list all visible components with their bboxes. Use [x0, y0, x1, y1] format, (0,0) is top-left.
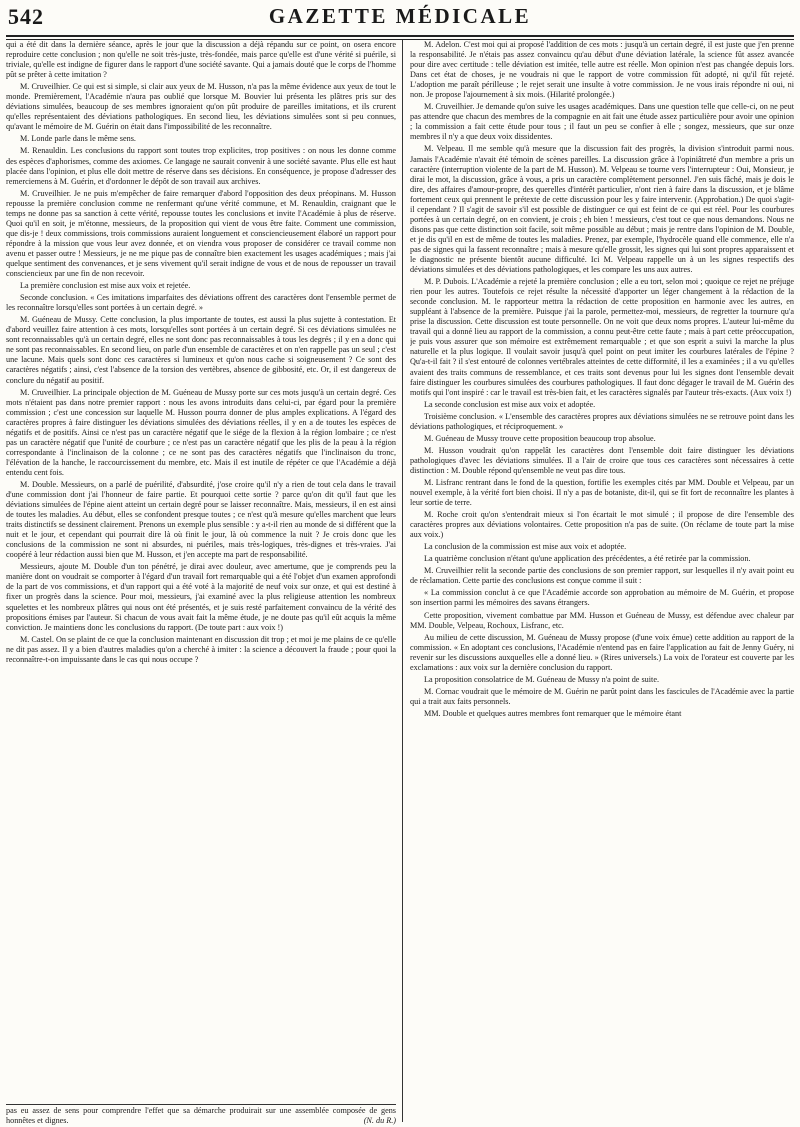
left-paragraph: M. Castel. On se plaint de ce que la conclusion maintenant en discussion dit trop ; et moi je me plains de ce qu'elle ne dit pas assez. Il y a bien d'autres maladies qu'on a cherché à imiter : la science a découvert la fraude ; pour quoi la reconnaître-t-on impuissante dans le cas qui nous occupe ? [6, 634, 396, 664]
footnote-signature: (N. du R.) [363, 1116, 396, 1125]
right-paragraph: M. Guéneau de Mussy trouve cette proposition beaucoup trop absolue. [424, 433, 656, 443]
left-paragraph: La première conclusion est mise aux voix et rejetée. [20, 281, 191, 291]
right-paragraph: La quatrième conclusion n'étant qu'une application des précédentes, a été retirée par la commission. [424, 554, 751, 564]
page-header [6, 4, 794, 34]
left-paragraph: M. Double. Messieurs, on a parlé de puérilité, d'absurdité, j'ose croire qu'il n'y a rien de tout cela dans le travail d'une commission dont j'ai l'honneur de faire partie. Et pourquoi cette sortie ? parce qu'on dit qu'il faut que les déviations simulées de l'épine aient atteint un certain degré pour se laisser reconnaître. Mais, messieurs, il en est ainsi de toutes les maladies. Au début, elles se confondent presque toutes ; ce n'est qu'à mesure qu'elles marchent que leurs traits distinctifs se dessinent clairement. Prenons un exemple plus sensible : y a-t-il rien au monde de si différent que la nuit et le jour, et cependant qui pourrait dire là où finit le jour, là où commence la nuit ? Je crois donc que les conclusions de la commission ne sont ni absurdes, ni puériles, mais très-logiques, très-dignes et très-vraies. J'ai coopéré à leur rédaction aussi bien que M. Husson, et j'en accepte ma part de responsabilité. [6, 479, 396, 560]
right-paragraph: M. P. Dubois. L'Académie a rejeté la première conclusion ; elle a eu tort, selon moi ; quoique ce rejet ne préjuge rien pour les autres. Toutefois ce rejet résulte la nécessité d'apporter un léger changement à la rédaction de la seconde conclusion. M. le rapporteur mettra la rédaction de cette proposition en harmonie avec les autres, en suppléant à l'absence de la première. Puisque j'ai la parole, permettez-moi, messieurs, de regretter la tournure qu'a prise la discussion. Cette discussion est toute personnelle. On ne voit que deux noms propres. L'auteur lui-même du travail qui a donné lieu au rapport de la commission, a connu peut-être cette faute ; mais à part cette préoccupation, je puis vous assurer que son mémoire est extrêmement remarquable ; et que son esprit a suivi la marche la plus naturelle et la plus logique. Il voulait savoir jusqu'à quel point on peut imiter les courbures latérales de l'épine ? Qu'a-t-il fait ? il s'est entouré de colonnes vertébrales atteintes de cette difformité, il les a examinées ; il a vu qu'elles avaient des traits communs de ressemblance, et ces traits sont devenus pour lui les signes dont l'ensemble devait faire distinguer les courbures simulées des courbures pathologiques. Il faut donc dégager le travail de M. Guérin des motifs qui l'ont inspiré : car le travail est très-bien fait, et les caractères signalés par l'auteur très-exacts. (Aux voix !) [410, 277, 794, 397]
footnote [6, 1106, 396, 1126]
left-column [6, 40, 396, 1100]
running-title: GAZETTE MÉDICALE [268, 4, 532, 28]
right-paragraph: M. Adelon. C'est moi qui ai proposé l'addition de ces mots : jusqu'à un certain degré, il est juste que j'en prenne la responsabilité. Je n'étais pas assez convaincu qu'au début d'une déviation latérale, la science fût assez avancée pour dire avec certitude : telle déviation est imitée, telle autre est réelle. Mon opinion n'est pas changée depuis lors. Dans cet état de choses, je ne voudrais ni que le rapport de votre commission fût adopté, ni qu'il fût rejeté. L'adoption me paraît périlleuse ; le rejet serait une insulte à votre commission. Je ne vous irais répondre ni oui, ni non. Je propose l'ajournement à six mois. (Hilarité prolongée.) [410, 40, 794, 100]
left-paragraph: M. Cruveilhier. La principale objection de M. Guéneau de Mussy porte sur ces mots jusqu'à un certain degré. Ces mots n'étaient pas dans notre premier rapport : nous les avons introduits dans celui-ci, par égard pour la première commission ; c'est une concession sur laquelle M. Husson pourra donner de plus amples explications. A l'égard des caractères propres à faire distinguer les déviations simulées des déviations réelles, il y en a de toutes les espèces de négatifs et de positifs. Ainsi ce n'est pas un caractère négatif que le siége de la flexion à la région lombaire ; ce n'est pas un caractère négatif que l'unité de courbure ; ce n'est pas un caractère négatif que les plis de la peau à la région correspondante à l'inclinaison de la colonne ; ce ne sont pas des caractères négatifs que l'inclinaison du tronc, l'élévation de la hanche, le raccourcissement du membre, etc. Mais il est inutile de répéter ce que l'Académie a déjà entendu cent fois. [6, 387, 396, 477]
left-paragraph: M. Renauldin. Les conclusions du rapport sont toutes trop explicites, trop positives : on nous les donne comme des espèces d'aphorismes, comme des axiomes. Ce langage ne saurait convenir à une société savante. Plus elle est haut placée dans l'opinion, et plus elle doit mettre de réserve dans ses décisions. En conséquence, je propose d'adresser des remerciemens à M. Guérin, et d'ordonner le dépôt de son travail aux archives. [6, 146, 396, 186]
left-paragraph: M. Cruveilhier. Ce qui est si simple, si clair aux yeux de M. Husson, n'a pas la même évidence aux yeux de tout le monde. Premièrement, l'Académie n'aura pas oublié que lorsque M. Bouvier lui présenta les plâtres pris sur des déviations simulées, beaucoup de ses membres ignoraient qu'on pût produire de pareilles imitations, et ils crurent qu'elles représentaient des déviations pathologiques. En second lieu, les déviations simulées sont si peu connues, qu'avant le mémoire de M. Guérin on était dans l'impossibilité de les reconnaître. [6, 82, 396, 132]
right-paragraph: M. Lisfranc rentrant dans le fond de la question, fortifie les exemples cités par MM. Double et Velpeau, par un nouvel exemple, à la vérité fort bien choisi. Il n'y a pas de botaniste, dit-il, qui se fit fort de reconnaître les plantes à leur sortie de terre. [410, 477, 794, 508]
right-paragraph: La proposition consolatrice de M. Guéneau de Mussy n'a point de suite. [424, 674, 659, 684]
right-paragraph: M. Cruveilhier. Je demande qu'on suive les usages académiques. Dans une question telle que celle-ci, on ne peut pas attendre que chacun des membres de la compagnie en ait fait une étude assez particulière pour avoir une opinion ; la commission a fait cette étude pour tous ; il faut un peu se confier à elle ; songez, messieurs, que sur onze membres il n'y a que deux voix dissidentes. [410, 102, 794, 142]
footnote-text: pas eu assez de sens pour comprendre l'effet que sa démarche produirait sur une assemblée composée de gens honnêtes et dignes. [6, 1106, 396, 1125]
right-paragraph: MM. Double et quelques autres membres font remarquer que le mémoire étant [424, 708, 682, 718]
right-paragraph: « La commission conclut à ce que l'Académie accorde son approbation au mémoire de M. Guérin, et propose son insertion parmi les mémoires des savans étrangers. [410, 588, 794, 608]
left-paragraph: Messieurs, ajoute M. Double d'un ton pénétré, je dirai avec douleur, avec amertume, que je comprends peu la manière dont on voudrait se comporter à l'égard d'un travail fort remarquable qui a été l'objet d'un examen approfondi de la part de vos commissions, et d'un rapport qui a été voté à la majorité de neuf voix sur onze, et qui est destiné à fixer un progrès dans la science. Pour moi, messieurs, j'ai examiné avec la plus religieuse attention les nombreux squelettes et les nombreux plâtres qui nous ont été présentés, et je suis resté parfaitement convaincu de la vérité des propositions émises par l'auteur. Si chacun de vous avait fait la même étude, je ne doute pas qu'il eût acquis la même conviction. Je maintiens donc les conclusions du rapport. (De toute part : aux voix !) [6, 562, 396, 632]
right-paragraph: M. Cornac voudrait que le mémoire de M. Guérin ne parût point dans les fascicules de l'Académie avec la partie qui a trait aux faits personnels. [410, 686, 794, 706]
left-paragraph: qui a été dit dans la dernière séance, après le jour que la discussion a déjà répandu sur ce point, on osera encore reproduire cette conclusion ; non qu'elle ne soit très-juste, très-fondée, mais parce qu'elle est d'une vérité si puérile, si triviale, qu'elle est indigne de figurer dans le rapport d'une société savante. Qui a jamais douté que le corps de l'homme pût se prêter à cette imitation ? [6, 40, 396, 80]
left-paragraph: M. Londe parle dans le même sens. [20, 134, 136, 144]
right-paragraph: Au milieu de cette discussion, M. Guéneau de Mussy propose (d'une voix émue) cette addition au rapport de la commission. « En adoptant ces conclusions, l'Académie n'entend pas en faire l'application au fait de Jenny Guéry, ni revenir sur les discussions auxquelles elle a donné lieu. » (Rires universels.) La voix de l'orateur est couverte par les exclamations : aux voix sur la dernière conclusion du rapport. [410, 632, 794, 672]
right-paragraph: La seconde conclusion est mise aux voix et adoptée. [424, 399, 596, 409]
column-divider [402, 40, 403, 1122]
right-paragraph: M. Roche croit qu'on s'entendrait mieux si l'on écartait le mot simulé ; il propose de dire l'ensemble des caractères propres aux déviations volontaires. Cette proposition n'a pas de suite. (On réclame de toute part la mise aux voix.) [410, 510, 794, 540]
right-paragraph: Troisième conclusion. « L'ensemble des caractères propres aux déviations simulées ne se retrouve point dans les déviations pathologiques, et réciproquement. » [410, 411, 794, 431]
page-number: 542 [8, 4, 44, 29]
right-paragraph: M. Velpeau. Il me semble qu'à mesure que la discussion fait des progrès, la division s'introduit parmi nous. Jamais l'Académie n'avait été témoin de scènes pareilles. La discussion grâce à l'opiniâtreté d'un membre a pris un caractère (interruption violente de la part de M. Husson). M. Velpeau se tourne vers l'interrupteur : Oui, Monsieur, je dirai le mot, la discussion, grâce à vous, a pris un caractère complètement personnel. J'en suis fâché, mais je dois le dire, des affaires d'amour-propre, des querelles d'intérêt particulier, n'ont rien à faire dans la discussion, et je blâme fortement ceux qui prennent le prétexte de cette discussion pour les y faire intervenir. (Approbation.) De quoi s'agit-il cependant ? Il s'agit de savoir s'il est possible de distinguer ce qui est feint de ce qui est réel. Pour les courbures portées à un certain degré, on en convient, je crois ; eh bien ! messieurs, c'est tout ce que nous demandons. Nous ne disons pas que cette distinction soit facile, soit même possible au début ; mais je rentre dans l'opinion de M. Double, et je dis qu'il en est de même de toutes les maladies. Prenez, par exemple, l'hydrocèle quand elle commence, elle n'a pas de signes qui la fassent reconnaître ; mais à mesure qu'elle grossit, les signes qui lui sont propres apparaissent et le diagnostic ne présente bientôt aucune difficulté. Ici M. Velpeau rappelle un à un les signes respectifs des déviations simulées et des déviations pathologiques, et les compare les uns aux autres. [410, 144, 794, 275]
right-paragraph: M. Cruveilhier relit la seconde partie des conclusions de son premier rapport, sur lesquelles il n'y avait point eu de réclamation. Cette partie des conclusions est conçue comme il suit : [410, 566, 794, 586]
footnote-rule [6, 1104, 396, 1105]
right-column [410, 40, 794, 1122]
left-paragraph: M. Guéneau de Mussy. Cette conclusion, la plus importante de toutes, est aussi la plus sujette à contestation. Et d'abord veuillez faire attention à ces mots, lorsqu'elles sont portées à un certain degré. Si ces déviations simulées ne sont reconnaissables qu'à un certain degré, elles ne sont donc pas reconnaissables à tous les degrés ; il y en a donc qui ne sont pas reconnaissables. En second lieu, on parle d'un ensemble de caractères et on n'en rappelle pas un seul ; c'est une lacune. Mais quels sont donc ces caractères si lumineux et qu'on nous cache si soigneusement ? Ce sont des caractères négatifs ; ainsi, c'est l'absence de la torsion des vertèbres, absence de gibbosité, etc. Or, il est dangereux de conclure du négatif au positif. [6, 315, 396, 385]
right-paragraph: M. Husson voudrait qu'on rappelât les caractères dont l'ensemble doit faire distinguer les déviations pathologiques d'avec les déviations simulées. Il a l'air de croire que tous ces caractères sont nécessaires à cette distinction : M. Double répond qu'ensemble ne veut pas dire tous. [410, 445, 794, 475]
right-paragraph: La conclusion de la commission est mise aux voix et adoptée. [424, 542, 627, 552]
left-paragraph: Seconde conclusion. « Ces imitations imparfaites des déviations offrent des caractères dont l'ensemble permet de les reconnaître lorsqu'elles sont portées à un certain degré. » [6, 293, 396, 313]
right-paragraph: Cette proposition, vivement combattue par MM. Husson et Guéneau de Mussy, est défendue avec chaleur par MM. Double, Velpeau, Rochoux, Lisfranc, etc. [410, 610, 794, 630]
left-paragraph: M. Cruveilhier. Je ne puis m'empêcher de faire remarquer d'abord l'opposition des deux préopinans. M. Husson repousse la première conclusion comme ne renfermant qu'une vérité commune, et M. Renauldin, craignant que le temps ne donne pas sa sanction à cette vérité, repousse toutes les conclusions et invite l'Académie à plus de réserve. Quoi qu'il en soit, je m'étonne, messieurs, de la proposition qui vient de vous être faite. Comment une commission, que dis-je ! deux commissions, trois commissions auraient longuement et consciencieusement élaboré un rapport pour répondre à la mission que vous leur avez donnée, et on viendra vous proposer de considérer ce travail comme non avenu et passer outre ! Messieurs, je ne me pique pas de connaître bien exactement les usages académiques ; mais j'ai quelque sentiment des convenances, et je sens vivement qu'il serait indigne de vous et de nous de repousser un travail consciencieux par une fin de non recevoir. [6, 188, 396, 279]
